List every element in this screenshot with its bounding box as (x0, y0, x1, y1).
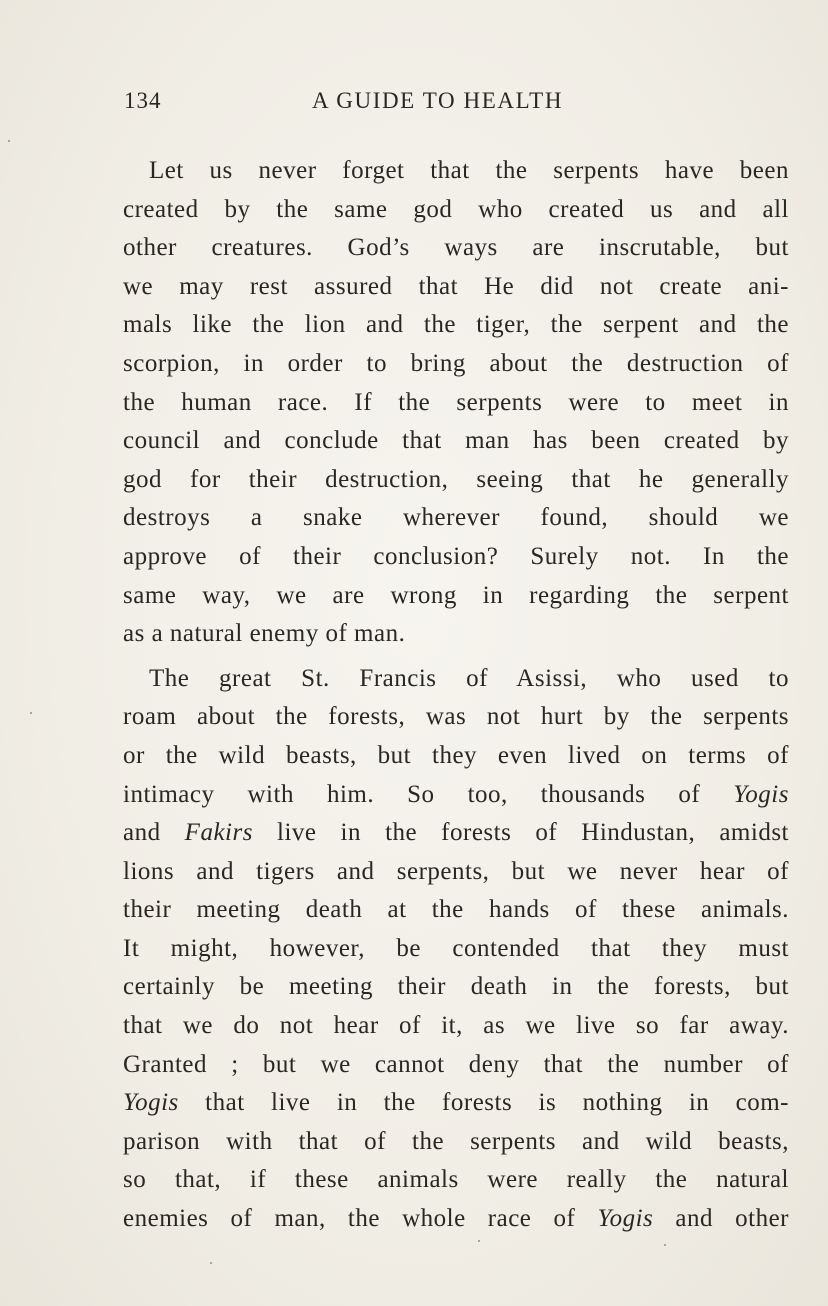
page-header (124, 88, 788, 124)
text-line: lions and tigers and serpents, but we never hear of (123, 857, 789, 885)
scan-speck (30, 712, 32, 714)
body-text (123, 152, 789, 1239)
italic-word: Yogis (597, 1205, 654, 1233)
italic-word: Yogis (123, 1089, 179, 1117)
italic-word: Yogis (733, 780, 789, 808)
text-line: that we do not hear of it, as we live so far away. (123, 1012, 789, 1040)
text-segment: and (123, 819, 161, 847)
text-line (123, 776, 789, 815)
text-segment: live in the forests of Hindustan, amidst (277, 819, 789, 847)
scan-speck (664, 1244, 666, 1246)
text-segment: enemies of man, the whole race of (123, 1205, 576, 1233)
text-segment: that live in the forests is nothing in com- (205, 1089, 789, 1117)
text-line: roam about the forests, was not hurt by the serpents (123, 703, 789, 731)
paragraph (123, 152, 789, 654)
text-segment: intimacy with him. So too, thousands of (123, 780, 701, 808)
text-line (123, 1200, 789, 1239)
text-line: destroys a snake wherever found, should we (123, 504, 789, 532)
text-line: the human race. If the serpents were to meet in (123, 388, 789, 416)
text-segment: and other (675, 1205, 789, 1233)
text-line (123, 814, 789, 853)
text-line: created by the same god who created us and all (123, 195, 789, 223)
text-line (123, 1084, 789, 1123)
text-line: The great St. Francis of Asissi, who used to (149, 664, 789, 692)
text-line: Granted ; but we cannot deny that the number of (123, 1050, 789, 1078)
scan-speck (8, 140, 10, 142)
text-line: scorpion, in order to bring about the destruction of (123, 349, 789, 377)
text-line: so that, if these animals were really the natural (123, 1166, 789, 1194)
text-line: or the wild beasts, but they even lived on terms of (123, 741, 789, 769)
text-line: Let us never forget that the serpents have been (149, 157, 789, 184)
text-line: other creatures. God’s ways are inscrutable, but (123, 234, 789, 262)
running-title: A GUIDE TO HEALTH (312, 88, 564, 113)
paragraph (123, 660, 789, 1239)
text-line: mals like the lion and the tiger, the serpent and the (123, 311, 789, 339)
text-line: It might, however, be contended that they must (123, 934, 789, 962)
text-line: council and conclude that man has been created by (123, 427, 789, 455)
text-line: as a natural enemy of man. (123, 620, 406, 648)
text-line: god for their destruction, seeing that he generally (123, 465, 789, 493)
scan-speck (478, 1240, 480, 1242)
italic-word: Fakirs (184, 819, 253, 847)
scan-speck (210, 1262, 212, 1264)
text-line: their meeting death at the hands of these animals. (123, 896, 789, 924)
text-line: same way, we are wrong in regarding the serpent (123, 581, 789, 609)
text-line: parison with that of the serpents and wild beasts, (123, 1127, 789, 1155)
text-line: approve of their conclusion? Surely not. In the (123, 542, 789, 570)
text-line: certainly be meeting their death in the forests, but (123, 973, 789, 1001)
page-number: 134 (124, 88, 162, 113)
text-line: we may rest assured that He did not create ani- (123, 272, 789, 300)
